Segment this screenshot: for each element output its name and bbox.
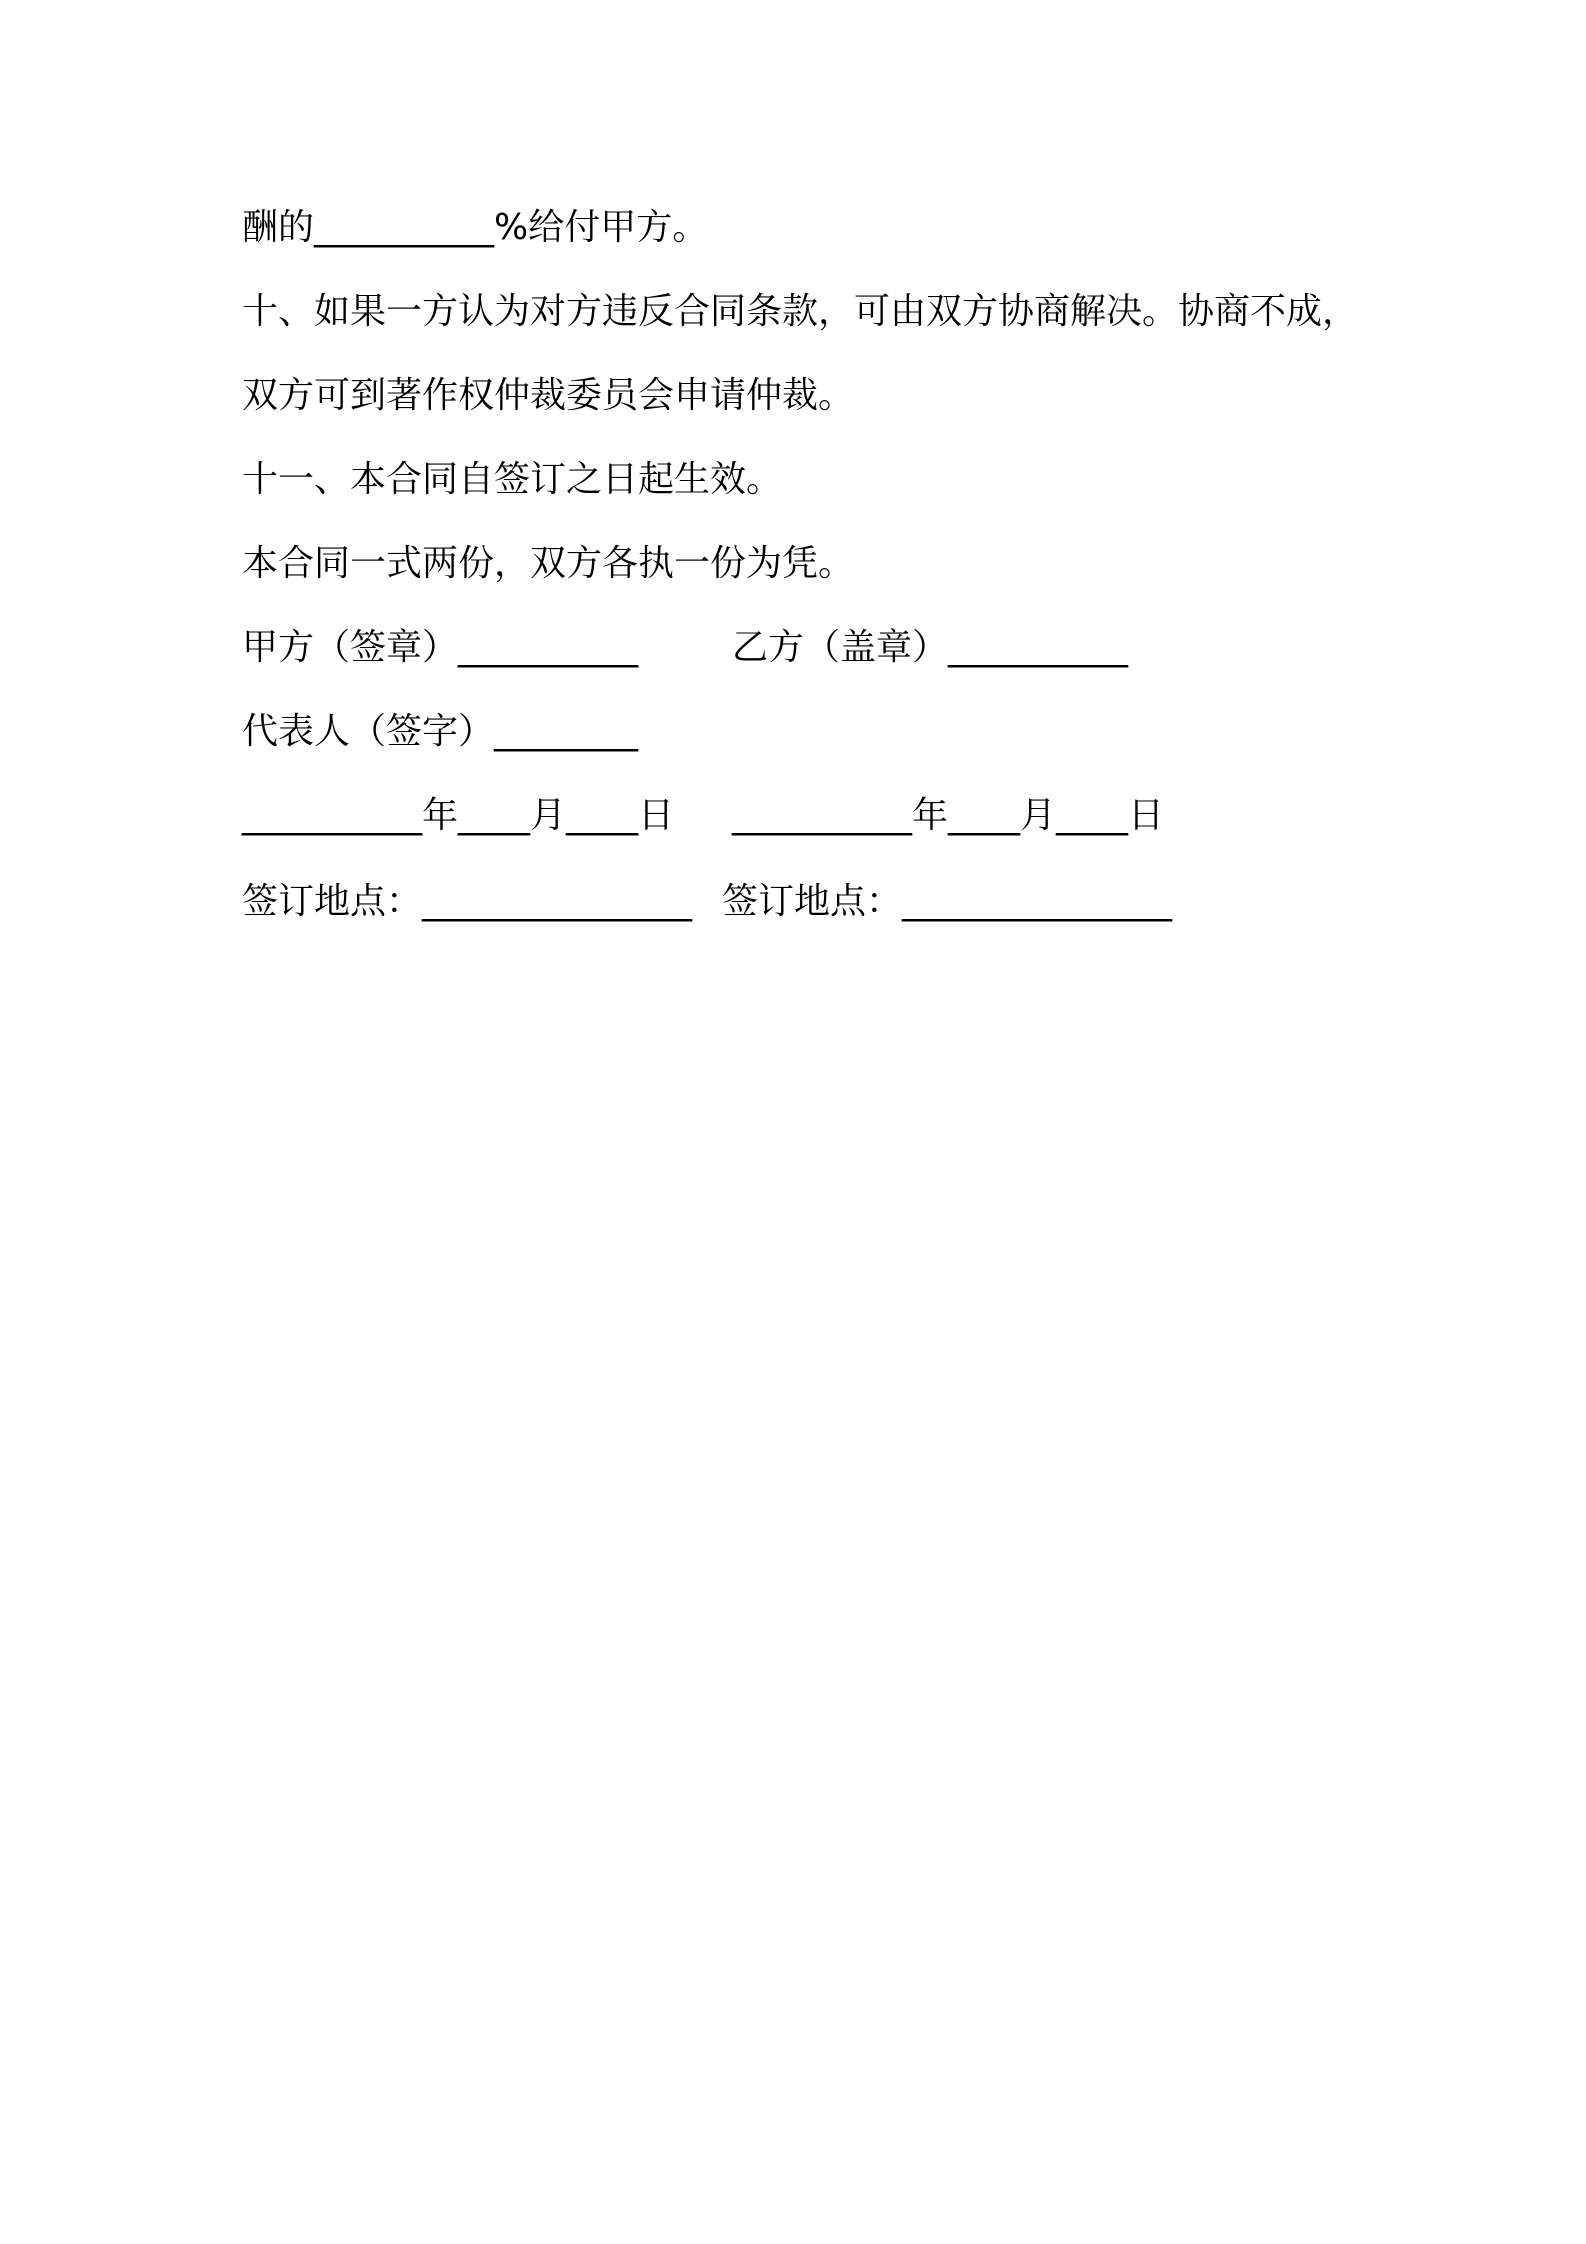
- clause-ten-line-1: 十、如果一方认为对方违反合同条款，可由双方协商解决。协商不成，: [242, 291, 1359, 332]
- party-a-signing-place: 签订地点：_______________: [242, 881, 693, 922]
- party-a-signature: 甲方（签章）__________: [242, 627, 639, 668]
- party-b-date: __________年____月____日: [732, 795, 1164, 836]
- party-b-seal: 乙方（盖章）__________: [732, 627, 1129, 668]
- clause-eleven: 十一、本合同自签订之日起生效。: [242, 459, 783, 500]
- representative-signature: 代表人（签字）________: [242, 711, 639, 752]
- signature-dates-row: [242, 794, 1342, 838]
- copies-statement: 本合同一式两份，双方各执一份为凭。: [242, 543, 855, 584]
- clause-nine-continuation: 酬的__________%给付甲方。: [242, 207, 709, 248]
- clause-ten-line-2: 双方可到著作权仲裁委员会申请仲裁。: [242, 375, 855, 416]
- party-a-date: __________年____月____日: [242, 795, 674, 836]
- signature-parties-row: [242, 626, 1342, 670]
- signing-places-row: [242, 880, 1342, 924]
- party-b-signing-place: 签订地点：_______________: [722, 881, 1173, 922]
